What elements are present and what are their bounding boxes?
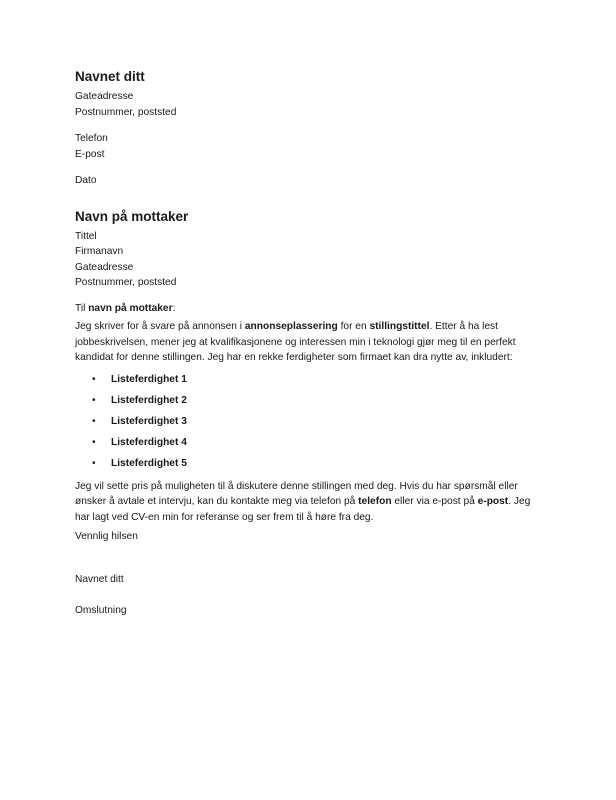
list-item: • Listeferdighet 5 [92,457,187,469]
enclosure: Omslutning [75,605,127,616]
letter-date: Dato [75,175,97,186]
closing: Vennlig hilsen [75,531,138,542]
list-item: • Listeferdighet 4 [92,436,187,448]
list-item: • Listeferdighet 2 [92,394,187,406]
sender-street: Gateadresse [75,91,134,102]
job-title: stillingstittel [369,321,430,332]
recipient-street: Gateadresse [75,261,134,273]
salutation-recipient: navn på mottaker [88,302,173,314]
list-item: • Listeferdighet 3 [92,415,187,427]
recipient-title: Tittel [75,230,97,242]
email-placeholder: e-post [477,496,509,507]
recipient-name: Navn på mottaker [75,208,189,224]
salutation: Til navn på mottaker: [75,302,176,314]
list-item: • Listeferdighet 1 [92,373,187,385]
ad-placement: annonseplassering [244,321,338,332]
sender-name: Navnet ditt [75,69,145,84]
signature-name: Navnet ditt [75,573,124,585]
skills-list [75,372,555,477]
phone-placeholder: telefon [358,496,392,507]
recipient-postal: Postnummer, poststed [75,277,177,288]
body-paragraph-1: Jeg skriver for å svare på annonsen i annonseplassering for en stillingstittel. Etter å ha lest jobbeskrivelsen, mener jeg at kvalifikasjonene og interessen min i teknologi gjør meg til en perfekt kandidat for denne stillingen. Jeg har en rekke ferdigheter som firmaet kan dra nytte av, inkludert: [75,321,516,363]
letter-content [75,68,555,619]
sender-phone: Telefon [75,133,108,144]
recipient-company: Firmanavn [75,246,124,257]
body-paragraph-2: Jeg vil sette pris på muligheten til å diskutere denne stillingen med deg. Hvis du har spørsmål eller ønsker å avtale et intervju, kan du kontakte meg via telefon på telefon eller via e-post på e-post. Jeg har lagt ved CV-en min for referanse og ser frem til å høre fra deg. [75,480,531,523]
sender-postal: Postnummer, poststed [75,106,177,118]
sender-email: E-post [75,148,105,160]
